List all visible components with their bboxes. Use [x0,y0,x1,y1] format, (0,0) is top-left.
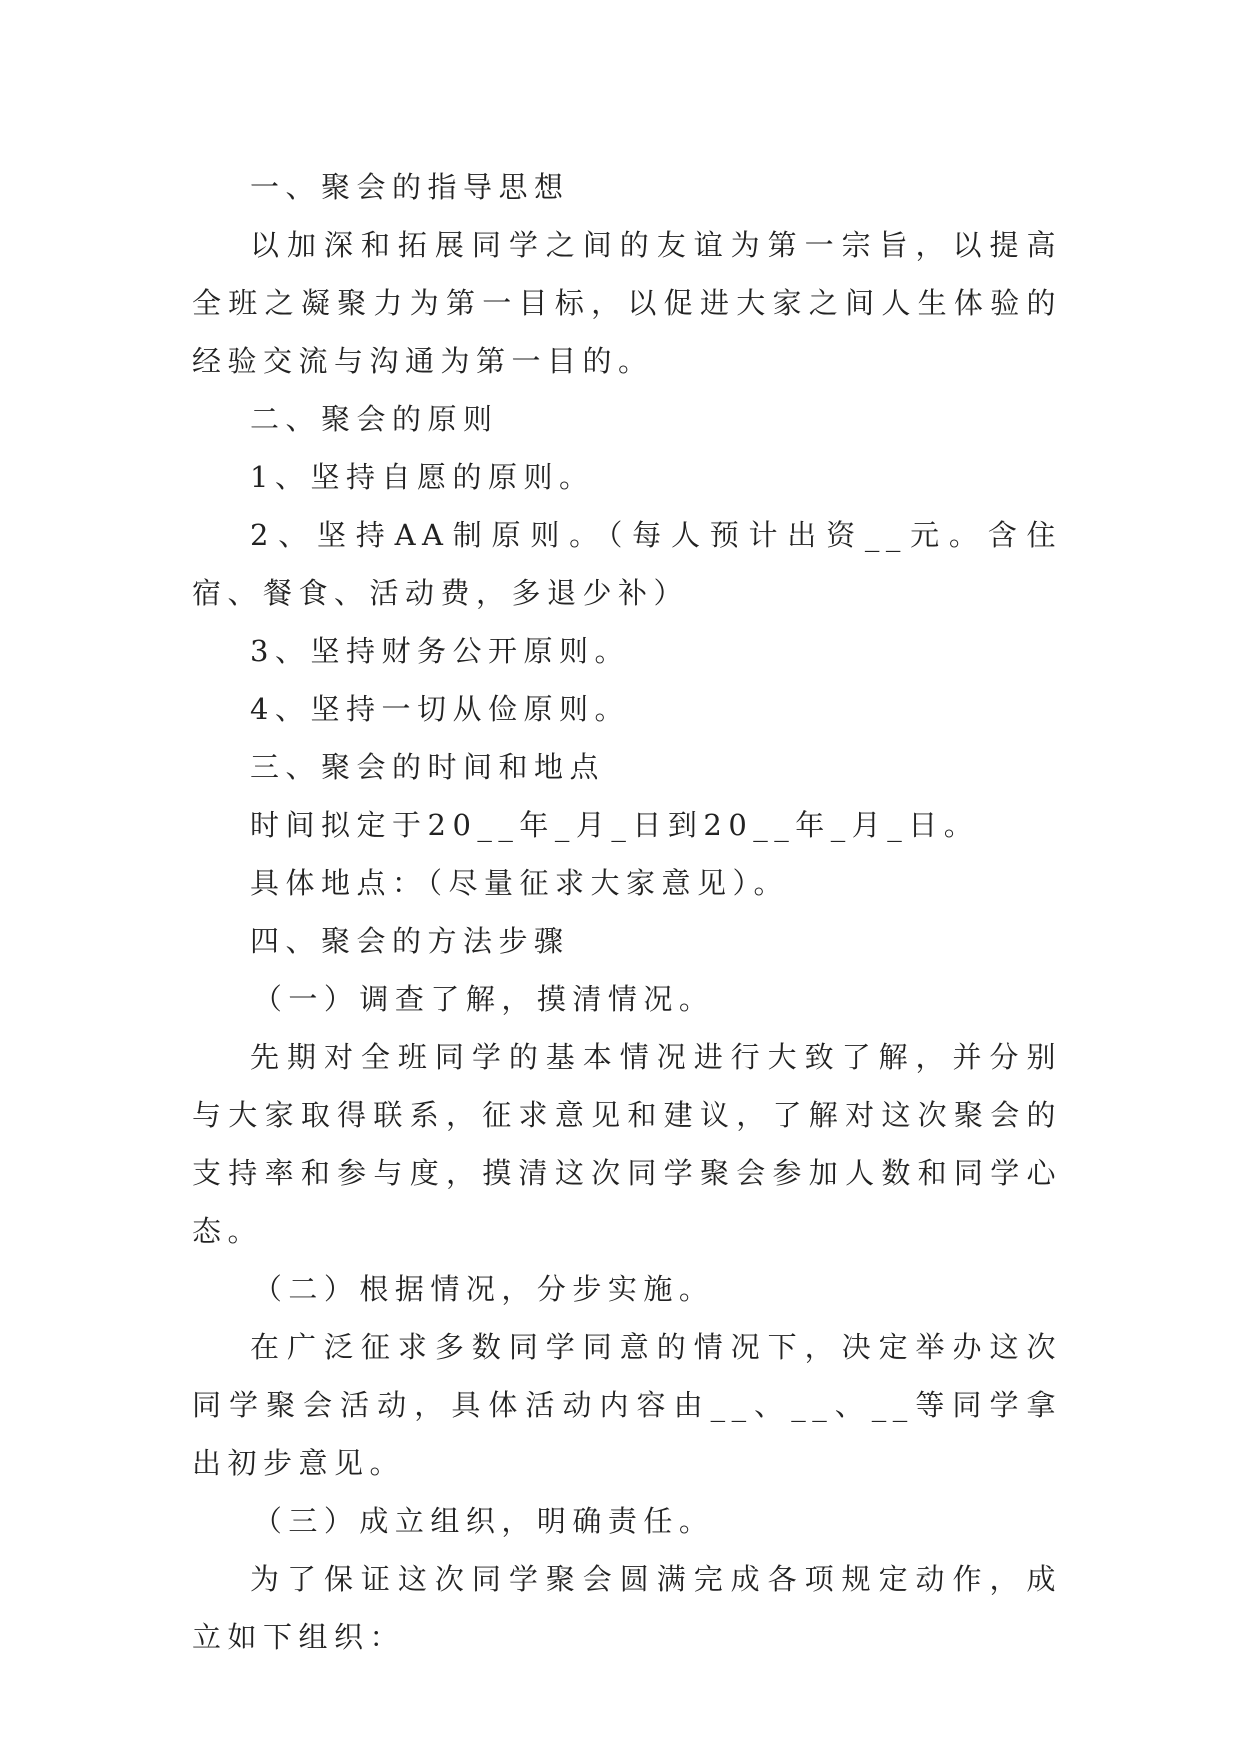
paragraph-step-1: 先期对全班同学的基本情况进行大致了解，并分别与大家取得联系，征求意见和建议，了解对这次聚会的支持率和参与度，摸清这次同学聚会参加人数和同学心态。 [192,1040,1062,1248]
section-heading-principles: 二、聚会的原则 [250,402,499,436]
paragraph-time: 时间拟定于20__年_月_日到20__年_月_日。 [250,808,980,842]
principle-item-4: 4、坚持一切从俭原则。 [250,692,630,726]
paragraph-step-2: 在广泛征求多数同学同意的情况下，决定举办这次同学聚会活动，具体活动内容由__、__、__等同学拿出初步意见。 [192,1330,1062,1480]
section-heading-steps: 四、聚会的方法步骤 [250,924,570,958]
document-body [192,158,1062,1666]
principle-item-2: 2、坚持AA制原则。（每人预计出资__元。含住宿、餐食、活动费，多退少补） [192,518,1062,610]
step-heading-3: （三）成立组织，明确责任。 [252,1504,715,1538]
section-heading-guiding-idea: 一、聚会的指导思想 [250,170,570,204]
step-heading-2: （二）根据情况，分步实施。 [252,1272,715,1306]
section-heading-time-place: 三、聚会的时间和地点 [250,750,606,784]
paragraph-step-3: 为了保证这次同学聚会圆满完成各项规定动作，成立如下组织： [192,1562,1062,1654]
paragraph-place: 具体地点：（尽量征求大家意见）。 [250,866,790,900]
paragraph-guiding-idea: 以加深和拓展同学之间的友谊为第一宗旨，以提高全班之凝聚力为第一目标，以促进大家之间人生体验的经验交流与沟通为第一目的。 [192,228,1062,378]
principle-item-3: 3、坚持财务公开原则。 [250,634,630,668]
principle-item-1: 1、坚持自愿的原则。 [250,460,595,494]
step-heading-1: （一）调查了解，摸清情况。 [252,982,715,1016]
